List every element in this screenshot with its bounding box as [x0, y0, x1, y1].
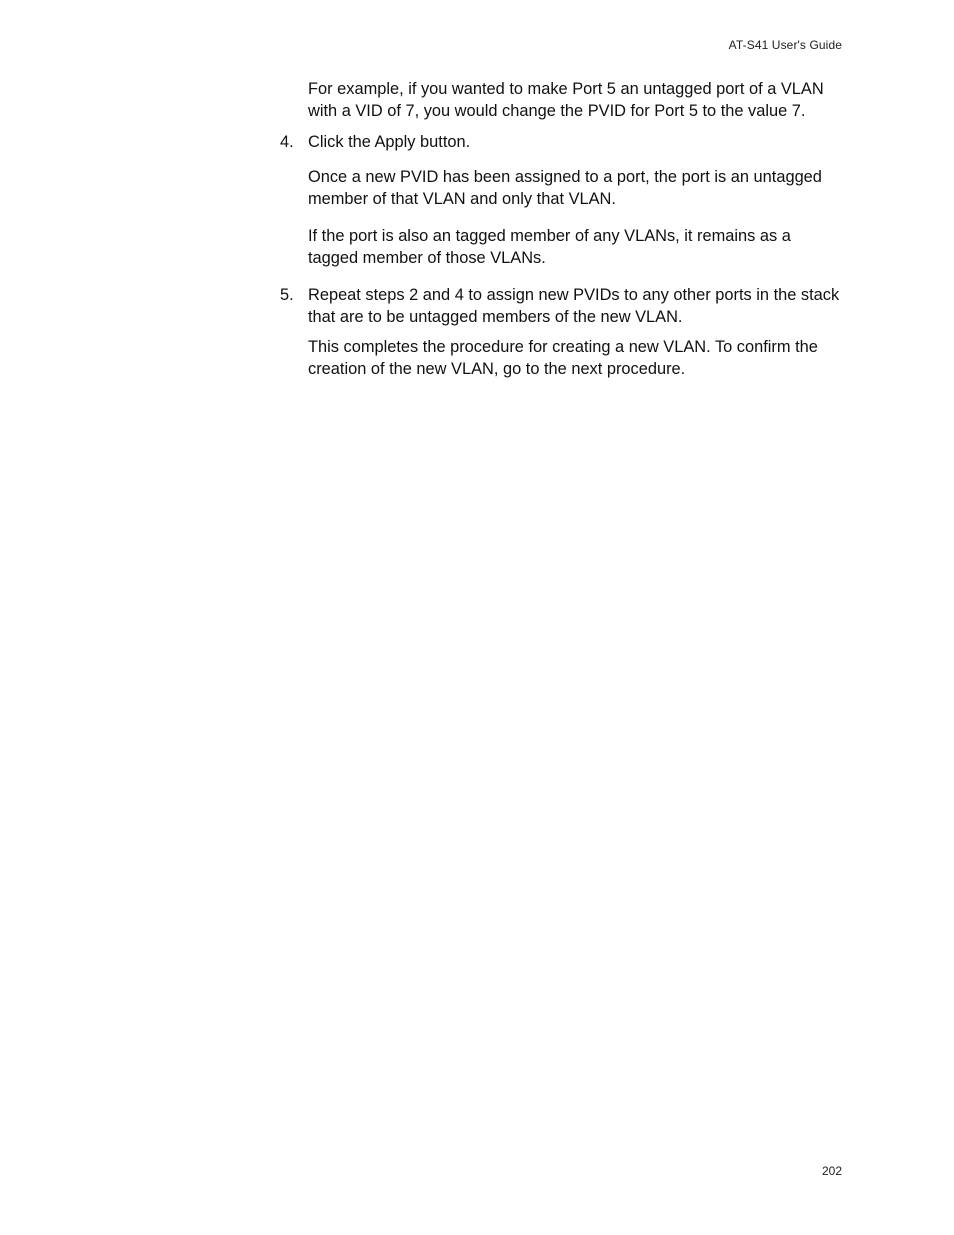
step-4: [280, 131, 845, 153]
step-4-note-tagged: If the port is also an tagged member of any VLANs, it remains as a tagged member of those VLANs.: [308, 227, 791, 267]
step-number: 4.: [280, 133, 294, 151]
page-body: [280, 78, 845, 394]
step-number: 5.: [280, 286, 294, 304]
step-text: Repeat steps 2 and 4 to assign new PVIDs to any other ports in the stack that are to be untagged members of the new VLAN.: [308, 286, 840, 326]
step-5: [280, 284, 845, 328]
intro-paragraph: For example, if you wanted to make Port 5 an untagged port of a VLAN with a VID of 7, you would change the PVID for Port 5 to the value 7.: [308, 80, 824, 120]
page-number: 202: [821, 1164, 842, 1178]
step-text: Click the Apply button.: [308, 133, 471, 151]
closing-paragraph: This completes the procedure for creating a new VLAN. To confirm the creation of the new VLAN, go to the next procedure.: [308, 338, 818, 378]
step-4-note-pvid: Once a new PVID has been assigned to a port, the port is an untagged member of that VLAN and only that VLAN.: [308, 168, 822, 208]
running-header: AT-S41 User's Guide: [728, 38, 842, 52]
